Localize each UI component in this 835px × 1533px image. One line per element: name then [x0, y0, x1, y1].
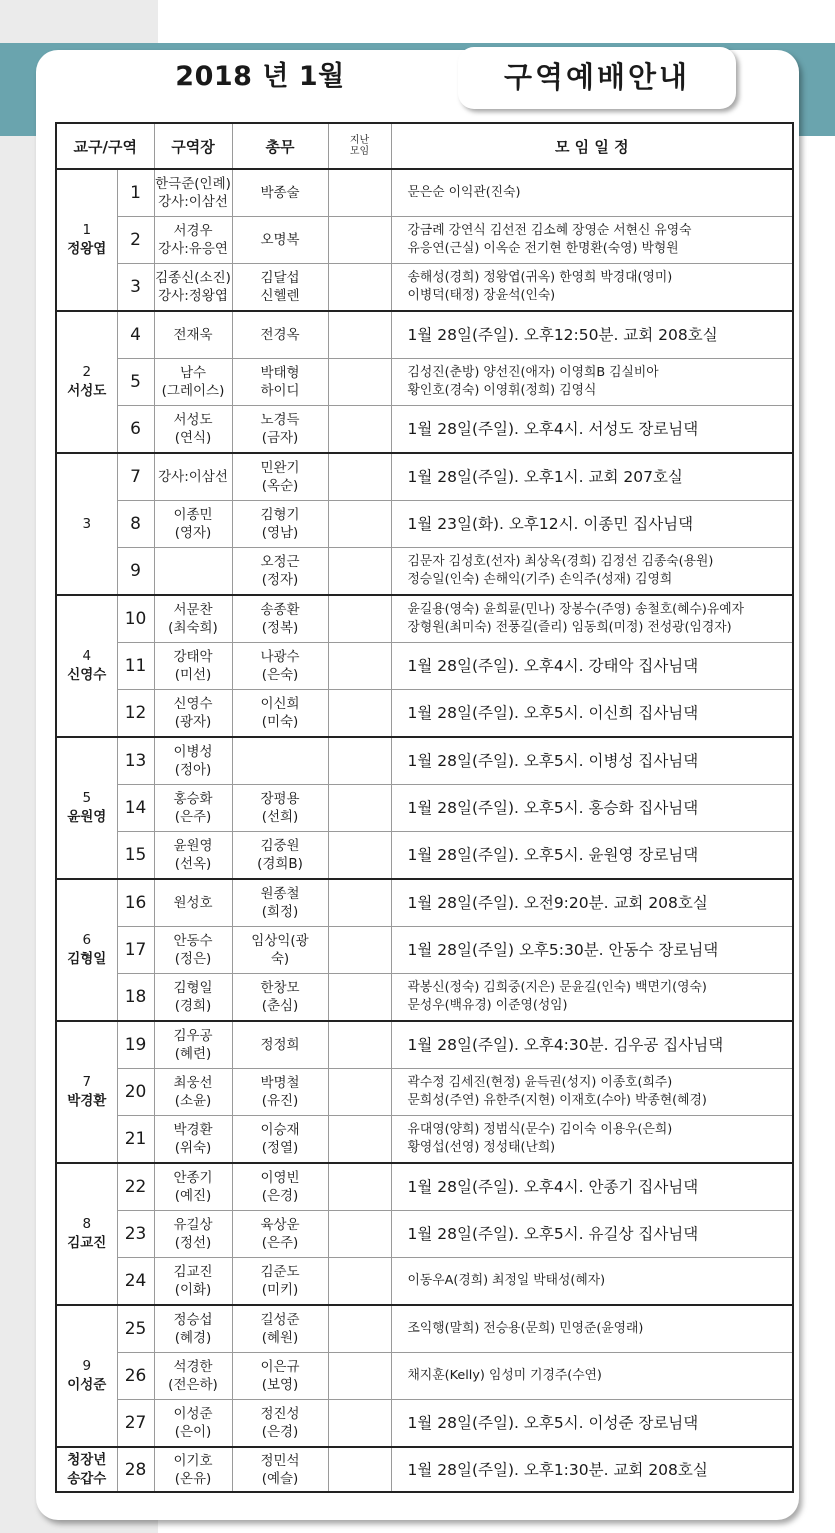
secretary-cell: 오정근 (정자)	[232, 548, 328, 596]
group-number-cell: 3	[117, 264, 154, 312]
schedule-cell: 채지훈(Kelly) 임성미 기경주(수연)	[391, 1353, 793, 1400]
district-cell	[56, 1305, 117, 1447]
schedule-cell: 김문자 김성호(선자) 최상옥(경희) 김정선 김종숙(용원) 정승일(인숙) 손해익(기주) 손익주(성재) 김영희	[391, 548, 793, 596]
schedule-cell: 곽봉신(정숙) 김희중(지은) 문윤길(인숙) 백면기(영숙) 문성우(백유경) 이준영(성임)	[391, 974, 793, 1022]
schedule-cell: 조익행(말희) 전승용(문희) 민영준(윤영래)	[391, 1305, 793, 1353]
table-row	[56, 785, 793, 832]
leader-cell: 정승섭 (혜경)	[154, 1305, 232, 1353]
leader-cell: 이성준 (은이)	[154, 1400, 232, 1448]
secretary-cell: 노경득 (금자)	[232, 406, 328, 454]
district-cell	[56, 595, 117, 737]
district-number: 9	[82, 1358, 92, 1374]
district-number: 7	[82, 1074, 92, 1090]
table-row	[56, 1211, 793, 1258]
leader-cell: 한극준(인례) 강사:이삼선	[154, 169, 232, 217]
district-cell	[56, 1163, 117, 1305]
group-number-cell: 17	[117, 927, 154, 974]
secretary-cell: 한창모 (춘심)	[232, 974, 328, 1022]
leader-cell	[154, 548, 232, 596]
district-cell	[56, 1447, 117, 1492]
secretary-cell: 송종환 (정복)	[232, 595, 328, 643]
schedule-cell: 1월 28일(주일). 오후1:30분. 교회 208호실	[391, 1447, 793, 1492]
leader-cell: 석경한 (전은하)	[154, 1353, 232, 1400]
secretary-cell	[232, 737, 328, 785]
schedule-cell: 곽수정 김세진(현정) 윤득권(성지) 이종호(희주) 문희성(주연) 유한주(지현) 이재호(수아) 박종현(혜경)	[391, 1069, 793, 1116]
group-number-cell: 11	[117, 643, 154, 690]
past-meeting-cell	[328, 264, 391, 312]
leader-cell: 서경우 강사:유응연	[154, 217, 232, 264]
group-number-cell: 18	[117, 974, 154, 1022]
leader-cell: 전재욱	[154, 311, 232, 359]
secretary-cell: 육상운 (은주)	[232, 1211, 328, 1258]
past-meeting-cell	[328, 1069, 391, 1116]
group-number-cell: 22	[117, 1163, 154, 1211]
past-meeting-cell	[328, 595, 391, 643]
table-row	[56, 974, 793, 1022]
table-row	[56, 217, 793, 264]
district-number: 청장년	[67, 1451, 107, 1468]
group-number-cell: 4	[117, 311, 154, 359]
district-number: 5	[82, 790, 92, 806]
table-row	[56, 1163, 793, 1211]
table-row	[56, 595, 793, 643]
past-meeting-cell	[328, 1305, 391, 1353]
secretary-cell: 정민석 (예슬)	[232, 1447, 328, 1492]
secretary-cell: 정진성 (은경)	[232, 1400, 328, 1448]
leader-cell: 남수 (그레이스)	[154, 359, 232, 406]
secretary-cell: 장평용 (선희)	[232, 785, 328, 832]
table-row	[56, 1116, 793, 1164]
past-meeting-cell	[328, 406, 391, 454]
leader-cell: 최웅선 (소윤)	[154, 1069, 232, 1116]
district-number: 4	[82, 648, 92, 664]
schedule-cell: 1월 28일(주일). 오후5시. 윤원영 장로님댁	[391, 832, 793, 880]
past-meeting-cell	[328, 359, 391, 406]
leader-cell: 김형일 (경희)	[154, 974, 232, 1022]
table-row	[56, 1021, 793, 1069]
group-number-cell: 16	[117, 879, 154, 927]
table-row	[56, 1258, 793, 1306]
group-number-cell: 20	[117, 1069, 154, 1116]
table-row	[56, 1400, 793, 1448]
leader-cell: 윤원영 (선옥)	[154, 832, 232, 880]
schedule-table-body	[56, 169, 793, 1492]
secretary-cell: 이신희 (미숙)	[232, 690, 328, 738]
past-meeting-cell	[328, 1163, 391, 1211]
schedule-cell: 이동우A(경희) 최정일 박태성(혜자)	[391, 1258, 793, 1306]
secretary-cell: 이영빈 (은경)	[232, 1163, 328, 1211]
schedule-cell: 1월 28일(주일) 오후5:30분. 안동수 장로님댁	[391, 927, 793, 974]
schedule-cell: 1월 28일(주일). 오후5시. 이신희 집사님댁	[391, 690, 793, 738]
past-meeting-cell	[328, 1116, 391, 1164]
secretary-cell: 나광수 (은숙)	[232, 643, 328, 690]
table-row	[56, 832, 793, 880]
secretary-cell: 김중원 (경희B)	[232, 832, 328, 880]
secretary-cell: 박태형 하이디	[232, 359, 328, 406]
group-number-cell: 23	[117, 1211, 154, 1258]
past-meeting-cell	[328, 832, 391, 880]
table-row	[56, 1305, 793, 1353]
secretary-cell: 김형기 (영남)	[232, 501, 328, 548]
district-pastor-name: 김형일	[67, 951, 107, 967]
past-meeting-cell	[328, 501, 391, 548]
table-row	[56, 1447, 793, 1492]
schedule-cell: 1월 28일(주일). 오후12:50분. 교회 208호실	[391, 311, 793, 359]
past-meeting-cell	[328, 1400, 391, 1448]
table-row	[56, 453, 793, 501]
main-title: 구역예배안내	[458, 47, 736, 109]
schedule-cell: 1월 28일(주일). 오후1시. 교회 207호실	[391, 453, 793, 501]
secretary-cell: 박명철 (유진)	[232, 1069, 328, 1116]
schedule-cell: 1월 28일(주일). 오후5시. 이성준 장로님댁	[391, 1400, 793, 1448]
leader-cell: 서성도 (연식)	[154, 406, 232, 454]
leader-cell: 김교진 (이화)	[154, 1258, 232, 1306]
group-number-cell: 5	[117, 359, 154, 406]
secretary-cell: 민완기 (옥순)	[232, 453, 328, 501]
past-meeting-cell	[328, 169, 391, 217]
table-row	[56, 548, 793, 596]
group-number-cell: 24	[117, 1258, 154, 1306]
district-cell	[56, 169, 117, 311]
leader-cell: 김우공 (혜련)	[154, 1021, 232, 1069]
secretary-cell: 김준도 (미키)	[232, 1258, 328, 1306]
schedule-cell: 송해성(경희) 정왕엽(귀옥) 한영희 박경대(영미) 이병덕(태정) 장윤석(인숙)	[391, 264, 793, 312]
secretary-cell: 박종술	[232, 169, 328, 217]
group-number-cell: 8	[117, 501, 154, 548]
district-pastor-name: 이성준	[67, 1377, 107, 1393]
schedule-cell: 1월 28일(주일). 오후4시. 서성도 장로님댁	[391, 406, 793, 454]
schedule-cell: 문은순 이익관(진숙)	[391, 169, 793, 217]
schedule-cell: 1월 28일(주일). 오후5시. 홍승화 집사님댁	[391, 785, 793, 832]
schedule-cell: 강금례 강연식 김선전 김소혜 장영순 서현신 유영숙 유응연(근실) 이옥순 전기현 한명환(숙영) 박형원	[391, 217, 793, 264]
leader-cell: 박경환 (위숙)	[154, 1116, 232, 1164]
leader-cell: 이종민 (영자)	[154, 501, 232, 548]
district-pastor-name: 윤원영	[67, 809, 107, 825]
table-row	[56, 169, 793, 217]
table-row	[56, 1069, 793, 1116]
past-meeting-cell	[328, 785, 391, 832]
group-number-cell: 26	[117, 1353, 154, 1400]
leader-cell: 원성호	[154, 879, 232, 927]
table-row	[56, 311, 793, 359]
leader-cell: 이기호 (온유)	[154, 1447, 232, 1492]
group-number-cell: 6	[117, 406, 154, 454]
table-row	[56, 643, 793, 690]
secretary-cell: 오명복	[232, 217, 328, 264]
past-meeting-cell	[328, 1353, 391, 1400]
district-column-header: 교구/구역	[56, 123, 154, 169]
district-cell	[56, 453, 117, 595]
schedule-cell: 유대영(양희) 정범식(문수) 김이숙 이용우(은희) 황영섭(선영) 정성태(난희)	[391, 1116, 793, 1164]
past-meeting-cell	[328, 311, 391, 359]
table-row	[56, 1353, 793, 1400]
district-pastor-name: 박경환	[67, 1093, 107, 1109]
leader-cell: 강사:이삼선	[154, 453, 232, 501]
group-number-cell: 1	[117, 169, 154, 217]
past-meeting-cell	[328, 1447, 391, 1492]
district-cell	[56, 879, 117, 1021]
secretary-column-header: 총무	[232, 123, 328, 169]
secretary-cell: 원종철 (희정)	[232, 879, 328, 927]
schedule-cell: 1월 28일(주일). 오후5시. 이병성 집사님댁	[391, 737, 793, 785]
table-row	[56, 879, 793, 927]
schedule-column-header: 모 임 일 정	[391, 123, 793, 169]
leader-cell: 신영수 (광자)	[154, 690, 232, 738]
past-meeting-cell	[328, 453, 391, 501]
leader-cell: 강태악 (미선)	[154, 643, 232, 690]
schedule-cell: 1월 23일(화). 오후12시. 이종민 집사님댁	[391, 501, 793, 548]
secretary-cell: 정정희	[232, 1021, 328, 1069]
past-meeting-cell	[328, 1021, 391, 1069]
group-number-cell: 13	[117, 737, 154, 785]
past-meeting-cell	[328, 879, 391, 927]
table-header-row	[56, 123, 793, 169]
district-pastor-name: 김교진	[67, 1235, 107, 1251]
group-number-cell: 19	[117, 1021, 154, 1069]
table-row	[56, 927, 793, 974]
district-number: 8	[82, 1216, 92, 1232]
past-meeting-cell	[328, 548, 391, 596]
schedule-cell: 1월 28일(주일). 오후5시. 유길상 집사님댁	[391, 1211, 793, 1258]
secretary-cell: 길성준 (혜원)	[232, 1305, 328, 1353]
secretary-cell: 전경옥	[232, 311, 328, 359]
district-cell	[56, 737, 117, 879]
secretary-cell: 임상익(광 숙)	[232, 927, 328, 974]
district-number: 2	[82, 364, 92, 380]
schedule-table	[55, 122, 794, 1493]
leader-cell: 이병성 (정아)	[154, 737, 232, 785]
district-number: 6	[82, 932, 92, 948]
group-number-cell: 7	[117, 453, 154, 501]
district-cell	[56, 311, 117, 453]
past-meeting-cell	[328, 1211, 391, 1258]
table-row	[56, 359, 793, 406]
group-number-cell: 9	[117, 548, 154, 596]
group-number-cell: 14	[117, 785, 154, 832]
table-row	[56, 264, 793, 312]
schedule-cell: 윤길용(영숙) 윤희륜(민나) 장봉수(주영) 송철호(혜수)유예자 장형원(최미숙) 전풍길(즐리) 임동희(미정) 전성광(임경자)	[391, 595, 793, 643]
leader-cell: 김종신(소진) 강사:정왕엽	[154, 264, 232, 312]
leader-cell: 홍승화 (은주)	[154, 785, 232, 832]
schedule-cell: 1월 28일(주일). 오후4시. 안종기 집사님댁	[391, 1163, 793, 1211]
past-meeting-column-header: 지난 모임	[328, 123, 391, 169]
group-number-cell: 28	[117, 1447, 154, 1492]
group-number-cell: 2	[117, 217, 154, 264]
district-number: 1	[82, 222, 92, 238]
secretary-cell: 이은규 (보영)	[232, 1353, 328, 1400]
schedule-cell: 1월 28일(주일). 오전9:20분. 교회 208호실	[391, 879, 793, 927]
past-meeting-cell	[328, 974, 391, 1022]
group-number-cell: 25	[117, 1305, 154, 1353]
district-pastor-name: 신영수	[67, 667, 107, 683]
table-row	[56, 501, 793, 548]
group-number-cell: 10	[117, 595, 154, 643]
group-number-cell: 15	[117, 832, 154, 880]
group-number-cell: 27	[117, 1400, 154, 1448]
past-meeting-cell	[328, 927, 391, 974]
leader-cell: 서문찬 (최숙희)	[154, 595, 232, 643]
table-row	[56, 406, 793, 454]
leader-cell: 유길상 (정선)	[154, 1211, 232, 1258]
schedule-cell: 김성진(춘방) 양선진(애자) 이영희B 김실비아 황인호(경숙) 이영휘(정희) 김영식	[391, 359, 793, 406]
district-pastor-name: 정왕엽	[67, 241, 107, 257]
secretary-cell: 김달섭 신헬렌	[232, 264, 328, 312]
district-cell	[56, 1021, 117, 1163]
past-meeting-cell	[328, 643, 391, 690]
leader-cell: 안종기 (예진)	[154, 1163, 232, 1211]
table-row	[56, 690, 793, 738]
group-number-cell: 21	[117, 1116, 154, 1164]
past-meeting-cell	[328, 217, 391, 264]
past-meeting-cell	[328, 737, 391, 785]
schedule-cell: 1월 28일(주일). 오후4:30분. 김우공 집사님댁	[391, 1021, 793, 1069]
group-number-cell: 12	[117, 690, 154, 738]
leader-column-header: 구역장	[154, 123, 232, 169]
past-meeting-cell	[328, 1258, 391, 1306]
table-row	[56, 737, 793, 785]
district-number: 3	[82, 515, 92, 532]
date-title: 2018 년 1월	[175, 61, 345, 92]
district-pastor-name: 서성도	[67, 383, 107, 399]
leader-cell: 안동수 (정은)	[154, 927, 232, 974]
past-meeting-cell	[328, 690, 391, 738]
secretary-cell: 이승재 (정열)	[232, 1116, 328, 1164]
district-pastor-name: 송갑수	[67, 1470, 107, 1487]
schedule-cell: 1월 28일(주일). 오후4시. 강태악 집사님댁	[391, 643, 793, 690]
